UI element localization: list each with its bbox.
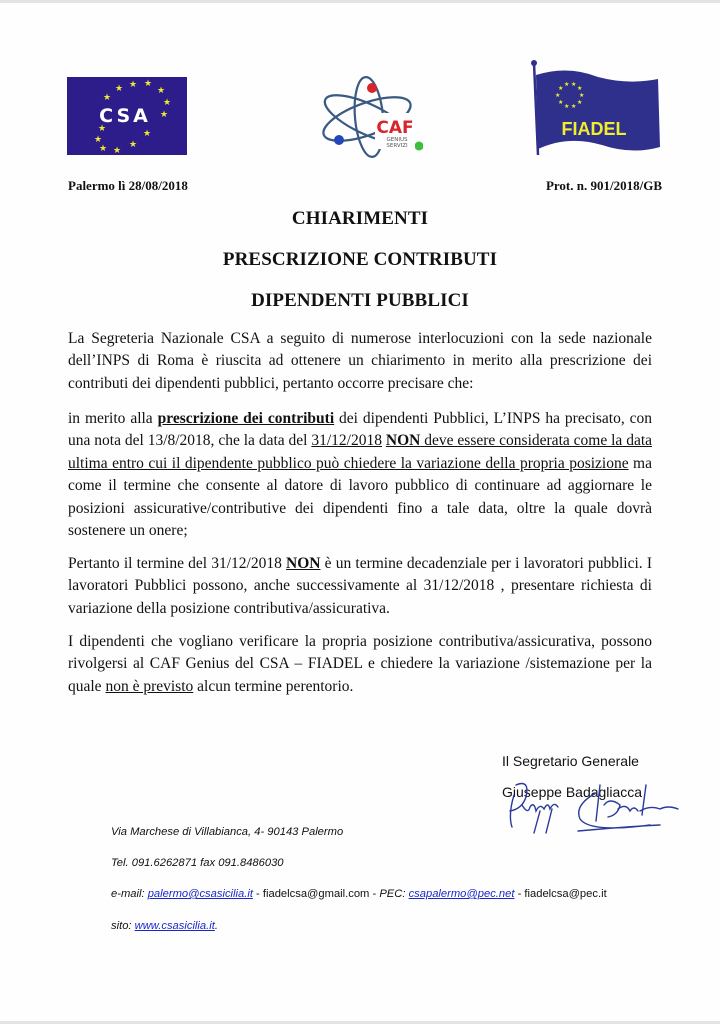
- footer-phone: Tel. 091.6262871 fax 091.8486030: [111, 857, 284, 869]
- svg-text:★: ★: [94, 135, 103, 145]
- pec-fiadelcsa: fiadelcsa@pec.it: [524, 888, 607, 900]
- svg-text:★: ★: [558, 85, 564, 92]
- svg-text:★: ★: [157, 86, 166, 96]
- svg-text:★: ★: [571, 103, 577, 110]
- svg-text:★: ★: [98, 124, 107, 134]
- svg-text:★: ★: [564, 81, 570, 88]
- handwritten-signature: [500, 775, 690, 837]
- paragraph-intro: La Segreteria Nazionale CSA a seguito di numerose interlocuzioni con la sede nazionale dell’INPS di Roma è riuscita ad ottenere un chiarimento in merito alla prescrizione dei contributi dei dipendenti pubblici, pertanto occorre precisare che:: [68, 330, 652, 392]
- text-span: I dipendenti che vogliano verificare la propria posizione contributiva/assicurativa, possono rivolgersi al CAF Genius del CSA – FIADEL e chiedere la variazione /sistemazione per la quale: [68, 633, 652, 695]
- text-span: in merito alla: [68, 410, 158, 427]
- paragraph-inps-note: [68, 408, 652, 542]
- fiadel-logo-text: FIADEL: [561, 119, 627, 139]
- atom-red-dot-icon: [367, 83, 377, 93]
- svg-text:★: ★: [571, 81, 577, 88]
- fiadel-logo: [528, 55, 664, 165]
- place-date: Palermo lì 28/08/2018: [68, 178, 188, 193]
- signatory-name: Giuseppe Badagliacca: [502, 784, 643, 800]
- site-label: sito:: [111, 920, 135, 932]
- svg-text:★: ★: [143, 129, 152, 139]
- date-underlined: 31/12/2018: [311, 432, 382, 450]
- site-tail: .: [214, 920, 218, 932]
- title-line-3: DIPENDENTI PUBBLICI: [251, 290, 469, 311]
- svg-text:★: ★: [558, 99, 564, 106]
- email-label: e-mail:: [111, 888, 148, 900]
- atom-green-dot-icon: [415, 142, 424, 151]
- title-line-2: PRESCRIZIONE CONTRIBUTI: [222, 249, 498, 270]
- caf-logo-text: CAF: [376, 118, 414, 138]
- svg-text:★: ★: [129, 140, 138, 150]
- paragraph-caf-info: [68, 631, 652, 698]
- website-link[interactable]: www.csasicilia.it: [134, 920, 215, 932]
- pec-link-csapalermo[interactable]: csapalermo@pec.net: [408, 888, 515, 900]
- email-fiadelcsa-gmail: fiadelcsa@gmail.com: [262, 888, 370, 900]
- svg-text:★: ★: [160, 110, 169, 120]
- separator: -: [514, 888, 525, 900]
- svg-text:★: ★: [99, 144, 108, 154]
- svg-text:★: ★: [555, 92, 561, 99]
- text-span: Pertanto il termine del 31/12/2018: [68, 555, 287, 572]
- svg-text:★: ★: [144, 79, 153, 89]
- underlined-clause: deve essere considerata come la data ultima entro cui il dipendente pubblico può chiedere la variazione della propria posizione: [68, 432, 653, 472]
- protocol-number: Prot. n. 901/2018/GB: [545, 178, 662, 193]
- footer-address: Via Marchese di Villabianca, 4- 90143 Palermo: [111, 826, 344, 838]
- svg-text:★: ★: [579, 92, 585, 99]
- caf-logo: [315, 75, 423, 161]
- underlined-non-previsto: non è previsto: [105, 677, 194, 695]
- svg-text:★: ★: [577, 85, 583, 92]
- csa-logo-text: CSA: [99, 105, 151, 127]
- signatory-title: Il Segretario Generale: [502, 753, 639, 769]
- text-span: alcun termine perentorio.: [193, 677, 354, 695]
- svg-text:★: ★: [577, 99, 583, 106]
- footer-website: [111, 920, 218, 932]
- svg-text:★: ★: [564, 103, 570, 110]
- caf-logo-subtext-1: GENIUS: [386, 137, 408, 143]
- svg-text:★: ★: [113, 146, 122, 155]
- document-page: [0, 3, 720, 1021]
- atom-blue-dot-icon: [334, 135, 344, 145]
- paragraph-conclusion: [68, 553, 652, 620]
- svg-text:★: ★: [163, 98, 172, 108]
- emphasis-non: NON: [385, 432, 421, 450]
- svg-text:★: ★: [129, 80, 138, 90]
- footer-emails: [111, 888, 607, 900]
- emphasis-non: NON: [286, 555, 321, 572]
- title-line-1: CHIARIMENTI: [291, 208, 429, 229]
- pec-label: PEC:: [379, 888, 409, 900]
- separator: -: [369, 888, 380, 900]
- text-span: è un termine decadenziale per i lavoratori pubblici. I lavoratori Pubblici possono, anche successivamente al 31/12/2018 , presentare richiesta di variazione della posizione contributiva/assicurativa.: [68, 555, 653, 617]
- svg-text:★: ★: [115, 84, 124, 94]
- text-span: ma come il termine che consente al datore di lavoro pubblico di continuare ad aggiornare le posizioni assicurative/contributive dei dipendenti fino a tale data, oltre la quale dovrà sostenere un onere;: [68, 454, 652, 540]
- emphasis-prescrizione: prescrizione dei contributi: [157, 410, 335, 427]
- separator: -: [252, 888, 263, 900]
- svg-text:★: ★: [103, 93, 112, 103]
- text-span: dei dipendenti Pubblici, L’INPS ha precisato, con una nota del 13/8/2018, che la data del: [68, 410, 653, 450]
- csa-logo: [67, 77, 187, 155]
- caf-logo-subtext-2: SERVIZI: [386, 143, 408, 149]
- email-link-palermo[interactable]: palermo@csasicilia.it: [147, 888, 253, 900]
